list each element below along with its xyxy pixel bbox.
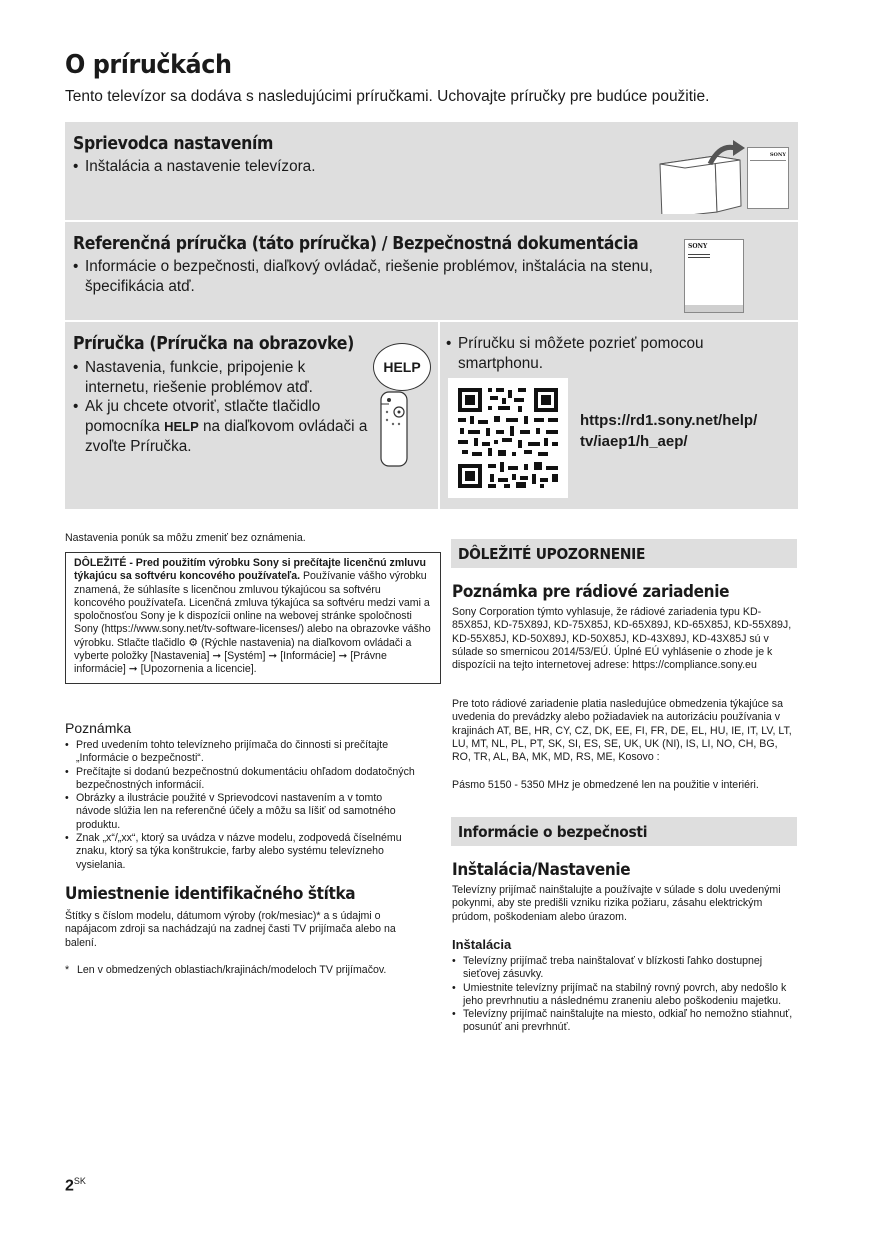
label-location-title: Umiestnenie identifikačného štítka [65, 884, 356, 904]
list-item: • Televízny prijímač nainštalujte na miesto, odkiaľ ho nemožno stiahnuť, posunúť ani prevrhnúť. [452, 1008, 797, 1035]
setup-guide-box [65, 122, 798, 220]
reference-guide-title: Referenčná príručka (táto príručka) / Bezpečnostná dokumentácia [73, 234, 639, 254]
menu-change-note: Nastavenia ponúk sa môžu zmeniť bez oznámenia. [65, 532, 306, 544]
intro-text: Tento televízor sa dodáva s nasledujúcimi príručkami. Uchovajte príručky pre budúce použitie. [65, 88, 710, 105]
reference-guide-bullet: • Informácie o bezpečnosti, diaľkový ovládač, riešenie problémov, inštalácia na stenu, špecifikácia atď. [73, 257, 665, 297]
reference-guide-box [65, 222, 798, 320]
install-setup-title: Inštalácia/Nastavenie [452, 860, 631, 880]
setup-guide-bullet: • Inštalácia a nastavenie televízora. [73, 157, 315, 177]
footnote: * Len v obmedzených oblastiach/krajinách/modeloch TV prijímačov. [65, 964, 387, 976]
safety-info-heading: Informácie o bezpečnosti [451, 817, 797, 846]
setup-guide-doc [747, 147, 789, 209]
install-list [452, 955, 797, 1035]
gear-icon: ⚙ [188, 636, 199, 649]
help-button-icon: HELP [373, 343, 431, 391]
install-subtitle: Inštalácia [452, 937, 512, 952]
arrow-right-icon: ➞ [128, 663, 138, 676]
footnote-mark: * [65, 964, 70, 976]
label-location-text: Štítky s číslom modelu, dátumom výroby (rok/mesiac)* a s údajmi o napájacom zdroji sa nachádzajú na zadnej časti TV prijímača alebo na balení. [65, 910, 396, 949]
smartphone-text: • Príručku si môžete pozrieť pomocou smartphonu. [446, 334, 748, 374]
list-item: • Pred uvedením tohto televízneho prijímača do činnosti si prečítajte „Informácie o bezpečnosti“. [65, 739, 415, 766]
radio-note-text-1: Sony Corporation týmto vyhlasuje, že rádiové zariadenia typu KD-85X85J, KD-75X89J, KD-75X85J, KD-65X89J, KD-65X85J, KD-55X89J, KD-55X85J, KD-50X89J, KD-50X85J, KD-43X89J, KD-43X85J sú v súlade so smernicou 2014/53/EÚ. Úplné EÚ vyhlásenie o zhode je k dispozícii na tejto internetovej adrese: https://compliance.sony.eu [452, 606, 792, 672]
list-item: • Obrázky a ilustrácie použité v Sprievodcovi nastavením a v tomto návode slúžia len na referenčné účely a môžu sa líšiť od samotného produktu. [65, 792, 415, 832]
arrow-right-icon: ➞ [268, 650, 278, 663]
page-number: $2^{SK}$ [65, 1176, 86, 1195]
help-guide-bullet-2: • Ak ju chcete otvoriť, stlačte tlačidlo pomocníka HELP na diaľkovom ovládači a zvoľte Príručka. [73, 397, 385, 457]
remote-control-icon [377, 390, 411, 468]
help-url-line-1: https://rd1.sony.net/help/ [580, 412, 758, 429]
list-item: • Znak „x“/„xx“, ktorý sa uvádza v názve modelu, zodpovedá číselnému znaku, ktorý sa týka konštrukcie, farby alebo systému televízneho vysielania. [65, 832, 415, 872]
note-title: Poznámka [65, 720, 132, 736]
setup-guide-brand: SONY [769, 152, 786, 158]
reference-guide-doc-rule [688, 254, 710, 258]
list-item: • Umiestnite televízny prijímač na stabilný rovný povrch, aby nedošlo k jeho prevrhnutiu a následnému zraneniu alebo poškodeniu majetku. [452, 982, 797, 1009]
help-url-line-2: tv/iaep1/h_aep/ [580, 433, 688, 450]
notes-list [65, 739, 415, 872]
help-url [580, 410, 757, 452]
reference-guide-doc-footer [685, 305, 743, 312]
qr-code-pattern [448, 378, 568, 498]
qr-code [448, 378, 568, 498]
page-lang: SK [73, 1176, 86, 1186]
setup-guide-doc-rule [750, 160, 786, 161]
help-guide-bullet-1: • Nastavenia, funkcie, pripojenie k internetu, riešenie problémov atď. [73, 358, 367, 398]
arrow-right-icon: ➞ [338, 650, 348, 663]
reference-guide-brand: SONY [688, 243, 708, 250]
help-key-label: HELP [164, 419, 199, 434]
install-setup-text: Televízny prijímač nainštalujte a používajte v súlade s dolu uvedenými pokynmi, aby ste predišli vzniku rizika požiaru, zásahu elektrickým prúdom, poškodeniam alebo úrazom. [452, 884, 781, 923]
important-license-heading: DÔLEŽITÉ - Pred použitím výrobku Sony si prečítajte licenčnú zmluvu týkajúcu sa softvéru koncového používateľa. [74, 557, 427, 583]
list-item: • Televízny prijímač treba nainštalovať v blízkosti ľahko dostupnej sieťovej zásuvky. [452, 955, 797, 982]
radio-note-text-3: Pásmo 5150 - 5350 MHz je obmedzené len na použitie v interiéri. [452, 779, 759, 791]
arrow-right-icon: ➞ [212, 650, 222, 663]
reference-guide-doc [684, 239, 744, 313]
radio-note-title: Poznámka pre rádiové zariadenie [452, 582, 730, 602]
setup-guide-title: Sprievodca nastavením [73, 134, 274, 154]
important-notice-heading: DÔLEŽITÉ UPOZORNENIE [451, 539, 797, 568]
page-title: O príručkách [65, 50, 232, 80]
radio-note-text-2: Pre toto rádiové zariadenie platia nasledujúce obmedzenia týkajúce sa uvedenia do prevádzky alebo požiadaviek na autorizáciu používania v krajinách AT, BE, HR, CY, CZ, DK, EE, FI, FR, DE, EL, HU, IE, IT, LV, LT, LU, MT, NL, PL, PT, SK, SI, ES, SE, UK, UK (NI), IS, LI, NO, CH, BG, RO, TR, AL, BA, MK, MD, RS, ME, Kosovo : [452, 698, 792, 764]
help-guide-box [65, 322, 438, 509]
important-license-box: DÔLEŽITÉ - Pred použitím výrobku Sony si prečítajte licenčnú zmluvu týkajúcu sa softvéru koncového používateľa. Používanie vášho výrobku znamená, že súhlasíte s licenčnou zmluvou týkajúcou sa softvéru koncového používateľa. Licenčná zmluva týkajúca sa softvéru medzi vami a spoločnosťou Sony je k dispozícii online na webovej stránke spoločnosti Sony (https://www.sony.net/tv-software-licenses/) alebo na obrazovke vášho výrobku. Stlačte tlačidlo ⚙ (Rýchle nastavenia) na diaľkovom ovládači a vyberte položky [Nastavenia] ➞ [Systém] ➞ [Informácie] ➞ [Právne informácie] ➞ [Upozornenia a licencie]. [65, 552, 441, 684]
list-item: • Prečítajte si dodanú bezpečnostnú dokumentáciu ohľadom dodatočných bezpečnostných informácií. [65, 766, 415, 793]
help-guide-title: Príručka (Príručka na obrazovke) [73, 334, 354, 354]
